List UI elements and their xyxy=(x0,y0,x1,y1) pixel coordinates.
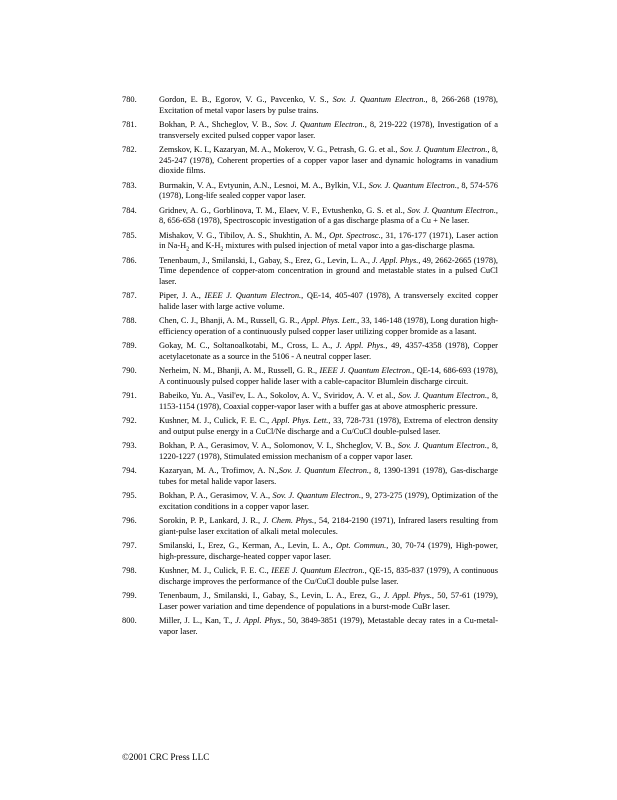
journal-name: J. Appl. Phys. xyxy=(383,591,432,600)
reference-text xyxy=(159,491,498,512)
reference-text-segment: Gordon, E. B., Egorov, V. G., Pavcenko, V. S., xyxy=(159,95,333,104)
reference-text-segment: Gridnev, A. G., Gorblinova, T. M., Elaev, V. F., Evtushenko, G. S. et al., xyxy=(159,205,408,215)
reference-number: 798. xyxy=(122,566,137,575)
reference-text-segment: , 33, 728-731 (1978), Extrema of electron density and output pulse energy in a CuCl/Ne discharge and a Cu/CuCl double-pulsed laser. xyxy=(159,416,498,436)
reference-text-segment: Smilanski, I., Erez, G., Kerman, A., Levin, L. A., xyxy=(159,541,336,550)
reference-text-segment: and K-H xyxy=(189,241,221,250)
reference-entry xyxy=(122,256,498,288)
journal-name: Sov. J. Quantum Electron. xyxy=(332,95,426,104)
reference-entry xyxy=(122,231,498,252)
journal-name: Sov. J. Quantum Electron. xyxy=(397,441,487,450)
reference-entry xyxy=(122,206,498,227)
reference-text-segment: , 54, 2184-2190 (1971), Infrared lasers resulting from giant-pulse laser excitation of alkali metal molecules. xyxy=(159,516,498,536)
reference-list xyxy=(122,95,498,641)
reference-text xyxy=(159,145,498,177)
reference-number: 780. xyxy=(122,95,137,104)
journal-name: Sov. J. Quantum Electron. xyxy=(399,145,488,154)
reference-number: 791. xyxy=(122,391,137,400)
reference-number: 782. xyxy=(122,145,137,154)
journal-name: Sov. J. Quantum Electron. xyxy=(274,120,365,129)
reference-text-segment: , QE-14, 405-407 (1978), A transversely excited copper halide laser with large active volume. xyxy=(159,291,499,311)
reference-entry xyxy=(122,145,498,177)
reference-text-segment: Kushner, M. J., Culick, F. E. C., xyxy=(159,416,272,425)
reference-text-segment: Kazaryan, M. A., Trofimov, A. N., xyxy=(159,466,279,475)
reference-text xyxy=(159,95,498,116)
reference-number: 787. xyxy=(122,291,137,300)
reference-number: 788. xyxy=(122,316,137,325)
reference-number: 781. xyxy=(122,120,137,129)
reference-text-segment: , 33, 146-148 (1978), Long duration high-efficiency operation of a continuously pulsed copper laser utilizing copper bromide as a lasant. xyxy=(159,316,498,336)
copyright-footer: ©2001 CRC Press LLC xyxy=(122,752,210,762)
reference-text-segment: , 8, 266-268 (1978), Excitation of metal vapor lasers by pulse trains. xyxy=(159,95,498,115)
reference-text xyxy=(159,256,498,288)
reference-text xyxy=(159,391,498,412)
reference-number: 783. xyxy=(122,180,137,190)
reference-text-segment: Bokhan, P. A., Shcheglov, V. B., xyxy=(159,120,275,129)
reference-number: 795. xyxy=(122,491,137,500)
reference-entry xyxy=(122,541,498,562)
reference-text-segment: Mishakov, V. G., Tibilov, A. S., Shukhtin, A. M., xyxy=(159,230,330,240)
reference-text-segment: mixtures with pulsed injection of metal vapor into a gas-discharge plasma. xyxy=(223,241,475,250)
journal-name: J. Appl. Phys. xyxy=(336,341,386,350)
reference-entry xyxy=(122,181,498,202)
journal-name: IEEE J. Quantum Electron. xyxy=(204,291,302,300)
journal-name: Sov. J. Quantum Electron. xyxy=(407,205,496,215)
reference-text-segment: , QE-14, 686-693 (1978), A continuously pulsed copper halide laser with a cable-capacitor Blumlein discharge circuit. xyxy=(159,366,498,386)
reference-text-segment: , 8, 1390-1391 (1978), Gas-discharge tubes for metal halide vapor lasers. xyxy=(159,466,498,486)
reference-text xyxy=(159,316,498,337)
reference-text xyxy=(159,616,498,637)
reference-text-segment: , 8, 1153-1154 (1978), Coaxial copper-vapor laser with a buffer gas at above atmospheric pressure. xyxy=(159,391,499,411)
journal-name: Sov. J. Quantum Electron. xyxy=(278,466,370,475)
reference-text xyxy=(159,120,498,141)
reference-number: 796. xyxy=(122,516,137,525)
reference-text-segment: , 8, 656-658 (1978), Spectroscopic investigation of a gas discharge plasma of a Cu + Ne laser. xyxy=(159,205,499,225)
reference-text-segment: , 49, 2662-2665 (1978), Time dependence of copper-atom concentration in ground and metastable states in a pulsed CuCl laser. xyxy=(159,255,498,286)
reference-text-segment: , 9, 273-275 (1979), Optimization of the excitation conditions in a copper vapor laser. xyxy=(159,491,498,511)
reference-text-segment: Tenenbaum, J., Smilanski, I., Gabay, S., Erez, G., Levin, L. A., xyxy=(159,255,373,265)
journal-name: Opt. Spectrosc. xyxy=(329,230,381,240)
reference-text-segment: Burmakin, V. A., Evtyunin, A.N., Lesnoi, M. A., Bylkin, V.I., xyxy=(159,180,369,190)
journal-name: Appl. Phys. Lett. xyxy=(271,416,329,425)
reference-entry xyxy=(122,95,498,116)
reference-text-segment: Chen, C. J., Bhanji, A. M., Russell, G. R., xyxy=(159,316,302,325)
reference-entry xyxy=(122,341,498,362)
reference-text-segment: Zemskov, K. I., Kazaryan, M. A., Mokerov, V. G., Petrash, G. G. et al., xyxy=(159,145,400,154)
reference-text-segment: , 8, 574-576 (1978), Long-life sealed copper vapor laser. xyxy=(159,180,498,200)
reference-number: 789. xyxy=(122,341,137,350)
reference-entry xyxy=(122,366,498,387)
journal-name: J. Chem. Phys. xyxy=(262,516,315,525)
reference-entry xyxy=(122,291,498,312)
reference-text xyxy=(159,516,498,537)
reference-text-segment: Kushner, M. J., Culick, F. E. C., xyxy=(159,566,272,575)
reference-text-segment: , 30, 70-74 (1979), High-power, high-pressure, discharge-heated copper vapor laser. xyxy=(159,541,498,561)
reference-text-segment: , 8, 245-247 (1978), Coherent properties of a copper vapor laser and dynamic holograms in vanadium dioxide films. xyxy=(159,145,499,175)
reference-text-segment: , 8, 1220-1227 (1978), Stimulated emission mechanism of a copper vapor laser. xyxy=(159,441,499,461)
reference-text-segment: , 49, 4357-4358 (1978), Copper acetylacetonate as a source in the 5106 - A neutral copper laser. xyxy=(159,341,498,361)
reference-entry xyxy=(122,491,498,512)
reference-text xyxy=(159,206,498,227)
reference-entry xyxy=(122,416,498,437)
reference-text xyxy=(159,231,498,252)
reference-number: 799. xyxy=(122,591,137,600)
reference-entry xyxy=(122,591,498,612)
reference-number: 785. xyxy=(122,230,137,240)
reference-number: 794. xyxy=(122,466,137,475)
reference-entry xyxy=(122,516,498,537)
reference-entry xyxy=(122,441,498,462)
subscript: 2 xyxy=(220,246,224,253)
reference-entry xyxy=(122,566,498,587)
subscript: 2 xyxy=(186,246,190,253)
reference-text xyxy=(159,181,498,202)
reference-text-segment: , QE-15, 835-837 (1979), A continuous discharge improves the performance of the Cu/CuCl double pulse laser. xyxy=(159,566,498,586)
reference-text xyxy=(159,466,498,487)
journal-name: Sov. J. Quantum Electron. xyxy=(272,491,362,500)
reference-text-segment: , 8, 219-222 (1978), Investigation of a transversely excited pulsed copper vapor laser. xyxy=(159,120,498,140)
reference-text xyxy=(159,416,498,437)
reference-text-segment: Tenenbaum, J., Smilanski, I., Gabay, S., Levin, L. A., Erez, G., xyxy=(159,591,384,600)
reference-text-segment: , 50, 3849-3851 (1979), Metastable decay rates in a Cu-metal-vapor laser. xyxy=(159,616,498,636)
reference-text-segment: Babeiko, Yu. A., Vasil'ev, L. A., Sokolov, A. V., Sviridov, A. V. et al., xyxy=(159,391,399,400)
reference-text xyxy=(159,291,498,312)
reference-entry xyxy=(122,120,498,141)
journal-name: Appl. Phys. Lett. xyxy=(301,316,358,325)
reference-text-segment: , 50, 57-61 (1979), Laser power variation and time dependence of populations in a burst-mode CuBr laser. xyxy=(159,591,498,611)
reference-entry xyxy=(122,391,498,412)
journal-name: J. Appl. Phys. xyxy=(372,255,419,265)
reference-number: 800. xyxy=(122,616,137,625)
journal-name: J. Appl. Phys. xyxy=(235,616,283,625)
reference-text xyxy=(159,366,498,387)
reference-text-segment: Bokhan, P. A., Gerasimov, V. A., xyxy=(159,491,273,500)
reference-number: 790. xyxy=(122,366,137,375)
reference-text xyxy=(159,541,498,562)
journal-name: Sov. J. Quantum Electron. xyxy=(398,391,488,400)
reference-text-segment: Sorokin, P. P., Lankard, J. R., xyxy=(159,516,263,525)
reference-text-segment: Gokay, M. C., Soltanoalkotabi, M., Cross, L. A., xyxy=(159,341,337,350)
reference-text-segment: Miller, J. L., Kan, T., xyxy=(159,616,236,625)
reference-text xyxy=(159,591,498,612)
reference-number: 786. xyxy=(122,255,137,265)
reference-text xyxy=(159,341,498,362)
journal-name: IEEE J. Quantum Electron. xyxy=(319,366,413,375)
reference-text-segment: Bokhan, P. A., Gerasimov, V. A., Solomonov, V. I., Shcheglov, V. B., xyxy=(159,441,398,450)
journal-name: Opt. Commun. xyxy=(335,541,387,550)
reference-text xyxy=(159,441,498,462)
reference-text-segment: Nerheim, N. M., Bhanji, A. M., Russell, G. R., xyxy=(159,366,320,375)
journal-name: IEEE J. Quantum Electron. xyxy=(271,566,365,575)
reference-number: 784. xyxy=(122,205,137,215)
reference-text xyxy=(159,566,498,587)
reference-entry xyxy=(122,616,498,637)
journal-name: Sov. J. Quantum Electron. xyxy=(368,180,457,190)
reference-entry xyxy=(122,466,498,487)
reference-text-segment: , 31, 176-177 (1971), Laser action in Na-H xyxy=(159,230,499,250)
reference-entry xyxy=(122,316,498,337)
reference-text-segment: Piper, J. A., xyxy=(159,291,205,300)
reference-number: 797. xyxy=(122,541,137,550)
reference-number: 792. xyxy=(122,416,137,425)
reference-number: 793. xyxy=(122,441,137,450)
